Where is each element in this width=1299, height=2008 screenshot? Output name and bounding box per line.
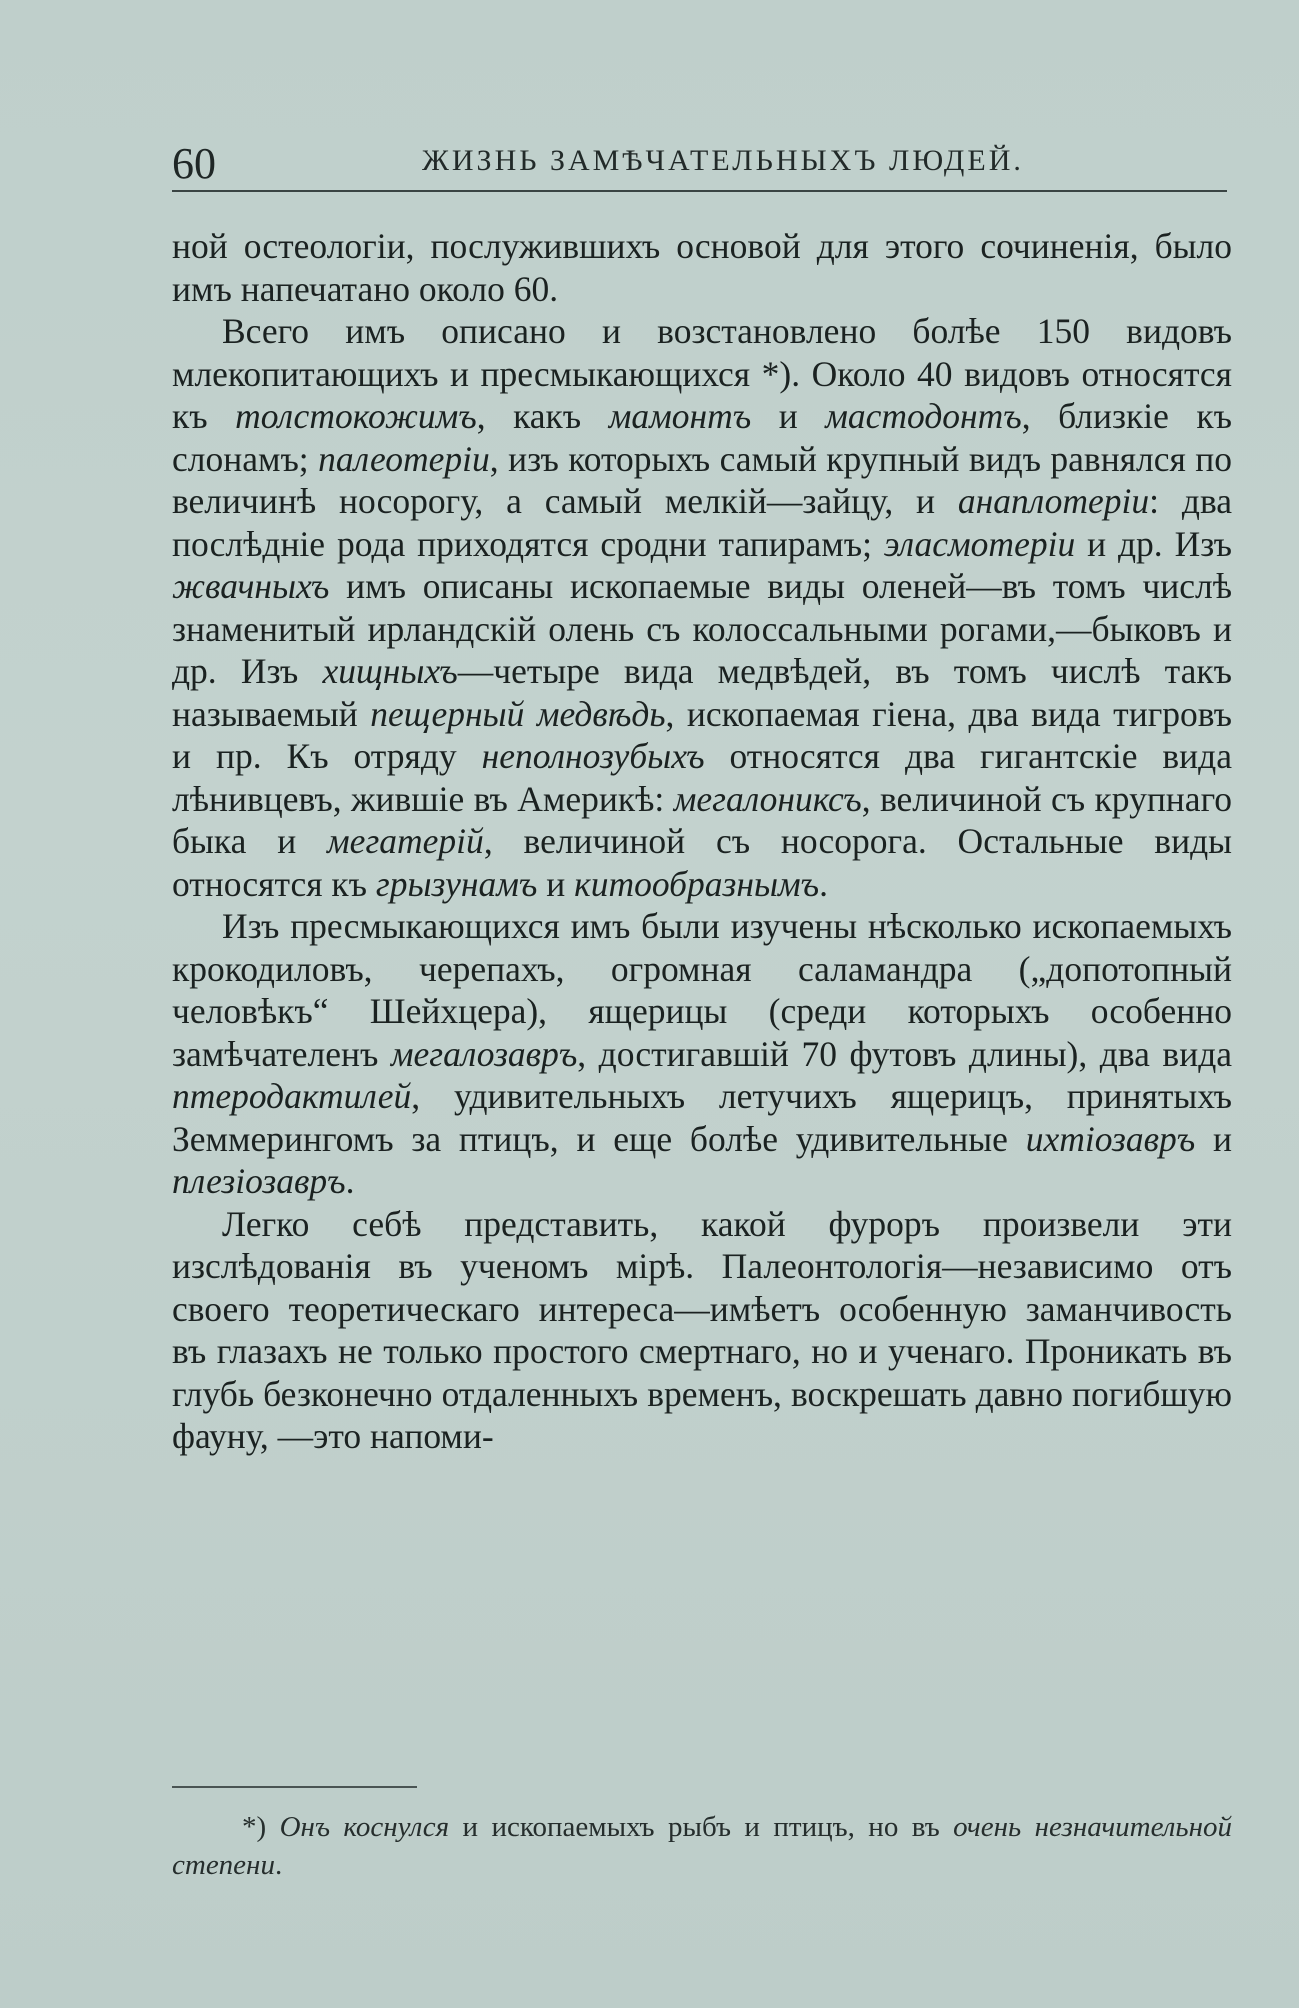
footnote (172, 1808, 1232, 1884)
text-run: Изъ пресмыкающихся имъ были изучены нѣсколько ископаемыхъ крокодиловъ, черепахъ, огромная саламандра („допотопный человѣкъ“ Шейхцера), ящерицы (среди которыхъ особенно замѣчателенъ (172, 906, 1232, 1074)
text-run: и (1195, 1118, 1232, 1159)
italic-term: ихтіозавръ (1025, 1118, 1196, 1159)
italic-term: неполнозубыхъ (481, 736, 705, 776)
italic-term: палеотеріи (318, 438, 490, 479)
italic-term: грызунамъ (375, 863, 538, 904)
text-run: , изъ которыхъ самый крупный видъ равнялся по величинѣ носорогу, а самый мелкій—зайцу, и (172, 438, 1232, 521)
text-run: , величиной съ носорога. Остальные виды относятся къ (172, 821, 1232, 904)
header-rule (172, 190, 1227, 192)
paragraph-3 (172, 905, 1232, 1203)
page-number: 60 (172, 139, 216, 188)
body-text (172, 225, 1232, 1458)
text-run: , какъ (476, 396, 609, 436)
italic-term: жвачныхъ (172, 566, 330, 606)
italic-term: хищныхъ (322, 651, 458, 691)
footnote-marker: *) (242, 1811, 280, 1843)
text-run: и (537, 863, 575, 904)
italic-term: мегалозавръ (390, 1033, 578, 1074)
paragraph-1: ной остеологіи, послужившихъ основой для этого сочиненія, было имъ напечатано около 60. (172, 226, 1232, 309)
text-run: и (751, 396, 826, 436)
text-run: : два послѣдніе рода приходятся сродни тапирамъ; (172, 481, 1232, 564)
text-run: и др. Изъ (1075, 523, 1232, 564)
text-run: . (819, 863, 828, 904)
text-run: , величиной съ крупнаго быка и (172, 778, 1232, 861)
italic-term: мамонтъ (608, 396, 752, 436)
page-header (172, 128, 1232, 188)
paragraph-4: Легко себѣ представить, какой фуроръ произвели эти изслѣдованія въ ученомъ мірѣ. Палеонтологія—независимо отъ своего теоретическаго интереса—имѣетъ особенную заманчивость въ глазахъ не только простого смертнаго, но и ученаго. Проникать въ глубь безконечно отдаленныхъ временъ, воскрешать давно погибшую фауну, —это напоми- (172, 1203, 1232, 1456)
italic-term: анаплотеріи (957, 481, 1150, 521)
italic-term: птеродактилей (172, 1076, 412, 1116)
italic-term: китообразнымъ (574, 863, 820, 904)
italic-term: толстокожимъ (235, 396, 477, 436)
italic-term: пещерный медвѣдь (370, 693, 666, 734)
footnote-text: . (274, 1849, 283, 1881)
footnote-rule (172, 1786, 417, 1788)
text-run: , ископаемая гіена, два вида тигровъ и пр. Къ отряду (172, 693, 1232, 776)
italic-term: эласмотеріи (883, 523, 1076, 564)
text-run: имъ описаны ископаемые виды оленей—въ томъ числѣ знаменитый ирландскій олень съ колоссальными рогами,—быковъ и др. Изъ (172, 566, 1232, 691)
text-run: , близкіе къ слонамъ; (172, 396, 1233, 479)
footnote-italic: Онъ коснулся (279, 1811, 450, 1843)
italic-term: плезіозавръ (172, 1161, 346, 1201)
italic-term: мегалониксъ (673, 778, 862, 819)
footnote-text: и ископаемыхъ рыбъ и птицъ, но въ (449, 1811, 954, 1843)
text-run: , удивительныхъ летучихъ ящерицъ, принятыхъ Земмерингомъ за птицъ, и еще болѣе удивительные (172, 1076, 1232, 1159)
text-run: —четыре вида медвѣдей, въ томъ числѣ такъ называемый (172, 651, 1232, 734)
text-run: относятся два гигантскіе вида лѣнивцевъ, жившіе въ Америкѣ: (172, 736, 1233, 819)
italic-term: мегатерій (327, 821, 484, 861)
text-run: , достигавшій 70 футовъ длины), два вида (577, 1033, 1233, 1074)
footnote-italic: очень незначительной степени (172, 1811, 1233, 1881)
running-title: ЖИЗНЬ ЗАМѢЧАТЕЛЬНЫХЪ ЛЮДЕЙ. (422, 144, 1024, 177)
text-run: . (345, 1161, 355, 1201)
paragraph-2 (172, 310, 1232, 905)
text-run: Всего имъ описано и возстановлено болѣе 150 видовъ млекопитающихъ и пресмыкающихся *). Около 40 видовъ относятся къ (172, 311, 1232, 436)
italic-term: мастодонтъ (825, 396, 1022, 436)
